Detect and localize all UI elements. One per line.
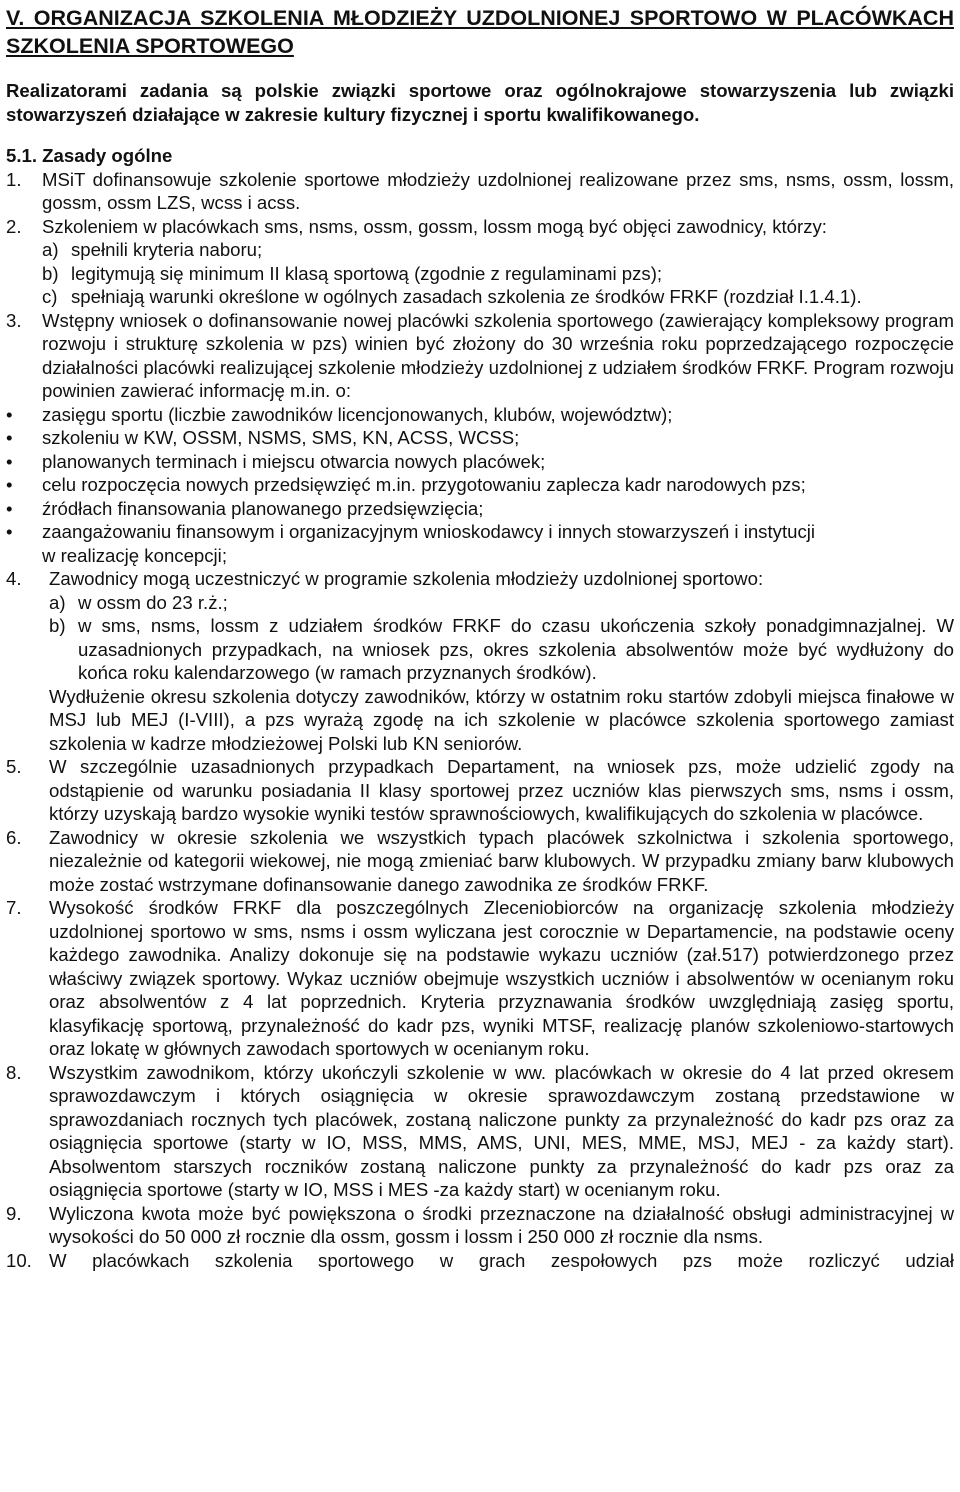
sub-item bbox=[49, 614, 954, 685]
item-extra-text: Wydłużenie okresu szkolenia dotyczy zawodników, którzy w ostatnim roku startów zdobyli miejsca finałowe w MSJ lub MEJ (I-VIII), a pzs wyrażą zgodę na ich szkolenie w placówce szkolenia sportowego zamiast szkolenia w kadrze młodzieżowej Polski lub KN seniorów. bbox=[49, 685, 954, 754]
sub-item-label: b) bbox=[42, 262, 59, 284]
item-text: Wstępny wniosek o dofinansowanie nowej placówki szkolenia sportowego (zawierający kompleksowy program rozwoju i strukturę szkolenia w pzs) winien być złożony do 30 września roku poprzedzającego rozpoczęcie działalności placówki realizującej szkolenie młodzieży uzdolnionej z udziałem środków FRKF. Program rozwoju powinien zawierać informację m.in. o: bbox=[42, 309, 954, 401]
list-item bbox=[6, 215, 954, 309]
sub-item bbox=[42, 262, 954, 286]
item-tail-text: w realizację koncepcji; bbox=[42, 544, 227, 566]
item-number: 10. bbox=[6, 1249, 32, 1271]
list-item bbox=[6, 567, 954, 755]
item-text: Wszystkim zawodnikom, którzy ukończyli szkolenie w ww. placówkach w okresie do 4 lat przed okresem sprawozdawczym i których osiągnięcia w okresie sprawozdawczym zostaną przedstawione w sprawozdaniach rocznych tych placówek, zostaną naliczone punkty za przynależność do kadr pzs oraz za osiągnięcia sportowe (starty w IO, MSS, MMS, AMS, UNI, MES, MME, MSJ, MEJ - za każdy start). Absolwentom starszych roczników zostaną naliczone punkty za przynależność do kadr pzs oraz za osiągnięcia sportowe (starty w IO, MSS i MES -za każdy start) w ocenianym roku. bbox=[49, 1061, 954, 1200]
item-number: 9. bbox=[6, 1202, 22, 1224]
item-text: MSiT dofinansowuje szkolenie sportowe młodzieży uzdolnionej realizowane przez sms, nsms, ossm, lossm, gossm, ossm LZS, wcss i acss. bbox=[42, 168, 954, 213]
list-item bbox=[6, 896, 954, 1061]
item-text: Zawodnicy mogą uczestniczyć w programie szkolenia młodzieży uzdolnionej sportowo: bbox=[49, 568, 764, 589]
bullet-item: • źródłach finansowania planowanego przedsięwzięcia; bbox=[6, 497, 484, 519]
list-item bbox=[6, 826, 954, 897]
bullet-icon: • bbox=[6, 474, 13, 495]
item-text: Zawodnicy w okresie szkolenia we wszystkich typach placówek szkolnictwa i szkolenia sportowego, niezależnie od kategorii wiekowej, nie mogą zmieniać barw klubowych. W przypadku zmiany barw klubowych może zostać wstrzymane dofinansowanie danego zawodnika ze środków FRKF. bbox=[49, 826, 954, 895]
section-heading: 5.1. Zasady ogólne bbox=[6, 145, 173, 166]
bullet-icon: • bbox=[6, 450, 13, 472]
item-number: 6. bbox=[6, 826, 22, 848]
bullet-item: • zaangażowaniu finansowym i organizacyjnym wnioskodawcy i innych stowarzyszeń i instytucji bbox=[6, 521, 816, 542]
sub-item-label: b) bbox=[49, 615, 66, 636]
item-number: 5. bbox=[6, 756, 22, 777]
chapter-title: V. ORGANIZACJA SZKOLENIA MŁODZIEŻY UZDOLNIONEJ SPORTOWO W PLACÓWKACH SZKOLENIA SPORTOWEGO bbox=[6, 6, 954, 58]
bullet-icon: • bbox=[6, 521, 13, 542]
document-page bbox=[6, 0, 954, 1272]
list-item bbox=[6, 1061, 954, 1202]
sub-item-text: legitymują się minimum II klasą sportową (zgodnie z regulaminami pzs); bbox=[71, 262, 663, 284]
sub-item-label: a) bbox=[49, 591, 66, 613]
item-text: W szczególnie uzasadnionych przypadkach Departament, na wniosek pzs, może udzielić zgody na odstąpienie od warunku posiadania II klasy sportowej przez uczniów klas pierwszych sms, nsms i ossm, którzy uzyskają bardzo wysokie wyniki testów sprawnościowych, kwalifikujących do szkolenia w placówce. bbox=[49, 756, 954, 824]
sub-item-text: w ossm do 23 r.ż.; bbox=[78, 591, 228, 613]
item-text: W placówkach szkolenia sportowego w grach zespołowych pzs może rozliczyć udział bbox=[49, 1249, 954, 1271]
bullet-icon: • bbox=[6, 427, 13, 448]
bullet-item: • szkoleniu w KW, OSSM, NSMS, SMS, KN, ACSS, WCSS; bbox=[6, 427, 520, 448]
item-number: 7. bbox=[6, 897, 22, 918]
list-item bbox=[6, 1249, 954, 1273]
sub-item-text: spełnili kryteria naboru; bbox=[71, 239, 263, 260]
sub-item-text: spełniają warunki określone w ogólnych zasadach szkolenia ze środków FRKF (rozdział I.1.4.1). bbox=[71, 286, 862, 307]
intro-paragraph: Realizatorami zadania są polskie związki sportowe oraz ogólnokrajowe stowarzyszenia lub związki stowarzyszeń działające w zakresie kultury fizycznej i sportu kwalifikowanego. bbox=[6, 80, 954, 125]
item-text: Szkoleniem w placówkach sms, nsms, ossm, gossm, lossm mogą być objęci zawodnicy, którzy: bbox=[42, 215, 827, 237]
bullet-icon: • bbox=[6, 497, 13, 519]
list-item bbox=[6, 309, 954, 568]
sub-item bbox=[49, 591, 954, 615]
item-number: 2. bbox=[6, 215, 22, 237]
item-text: Wyliczona kwota może być powiększona o środki przeznaczone na działalność obsługi administracyjnej w wysokości do 50 000 zł rocznie dla ossm, gossm i lossm i 250 000 zł rocznie dla nsms. bbox=[49, 1202, 954, 1247]
bullet-item: • planowanych terminach i miejscu otwarcia nowych placówek; bbox=[6, 450, 546, 472]
bullet-icon: • bbox=[6, 403, 13, 425]
sub-item-label: c) bbox=[42, 286, 58, 307]
list-item bbox=[6, 755, 954, 826]
item-text: Wysokość środków FRKF dla poszczególnych Zleceniobiorców na organizację szkolenia młodzieży uzdolnionej sportowo w sms, nsms i ossm wyliczana jest corocznie w Departamencie, na podstawie oceny każdego zawodnika. Analizy dokonuje się na podstawie wykazu uczniów (zał.517) potwierdzonego przez właściwy związek sportowy. Wykaz uczniów obejmuje wszystkich uczniów i absolwentów w ocenianym roku oraz absolwentów z 4 lat poprzednich. Kryteria przyznawania środków uwzględniają zasięg sportu, klasyfikację sportową, przynależność do kadr pzs, wyniki MTSF, realizację planów szkoleniowo-startowych oraz lokatę w głównych zawodach sportowych w ocenianym roku. bbox=[49, 897, 954, 1059]
list-item bbox=[6, 1202, 954, 1249]
bullet-list bbox=[6, 403, 954, 544]
item-number: 8. bbox=[6, 1061, 22, 1083]
sub-item bbox=[42, 285, 954, 309]
list-item bbox=[6, 168, 954, 215]
sub-item bbox=[42, 238, 954, 262]
item-number: 3. bbox=[6, 309, 22, 331]
sub-item-text: w sms, nsms, lossm z udziałem środków FRKF do czasu ukończenia szkoły ponadgimnazjalnej. W uzasadnionych przypadkach, na wniosek pzs, okres szkolenia absolwentów może być wydłużony do końca roku kalendarzowego (w ramach przyznanych środków). bbox=[78, 615, 954, 683]
item-number: 4. bbox=[6, 568, 22, 589]
bullet-item: • zasięgu sportu (liczbie zawodników licencjonowanych, klubów, województw); bbox=[6, 403, 673, 425]
item-number: 1. bbox=[6, 168, 22, 190]
sub-item-label: a) bbox=[42, 239, 59, 260]
bullet-item: • celu rozpoczęcia nowych przedsięwzięć m.in. przygotowaniu zaplecza kadr narodowych pzs; bbox=[6, 474, 806, 495]
